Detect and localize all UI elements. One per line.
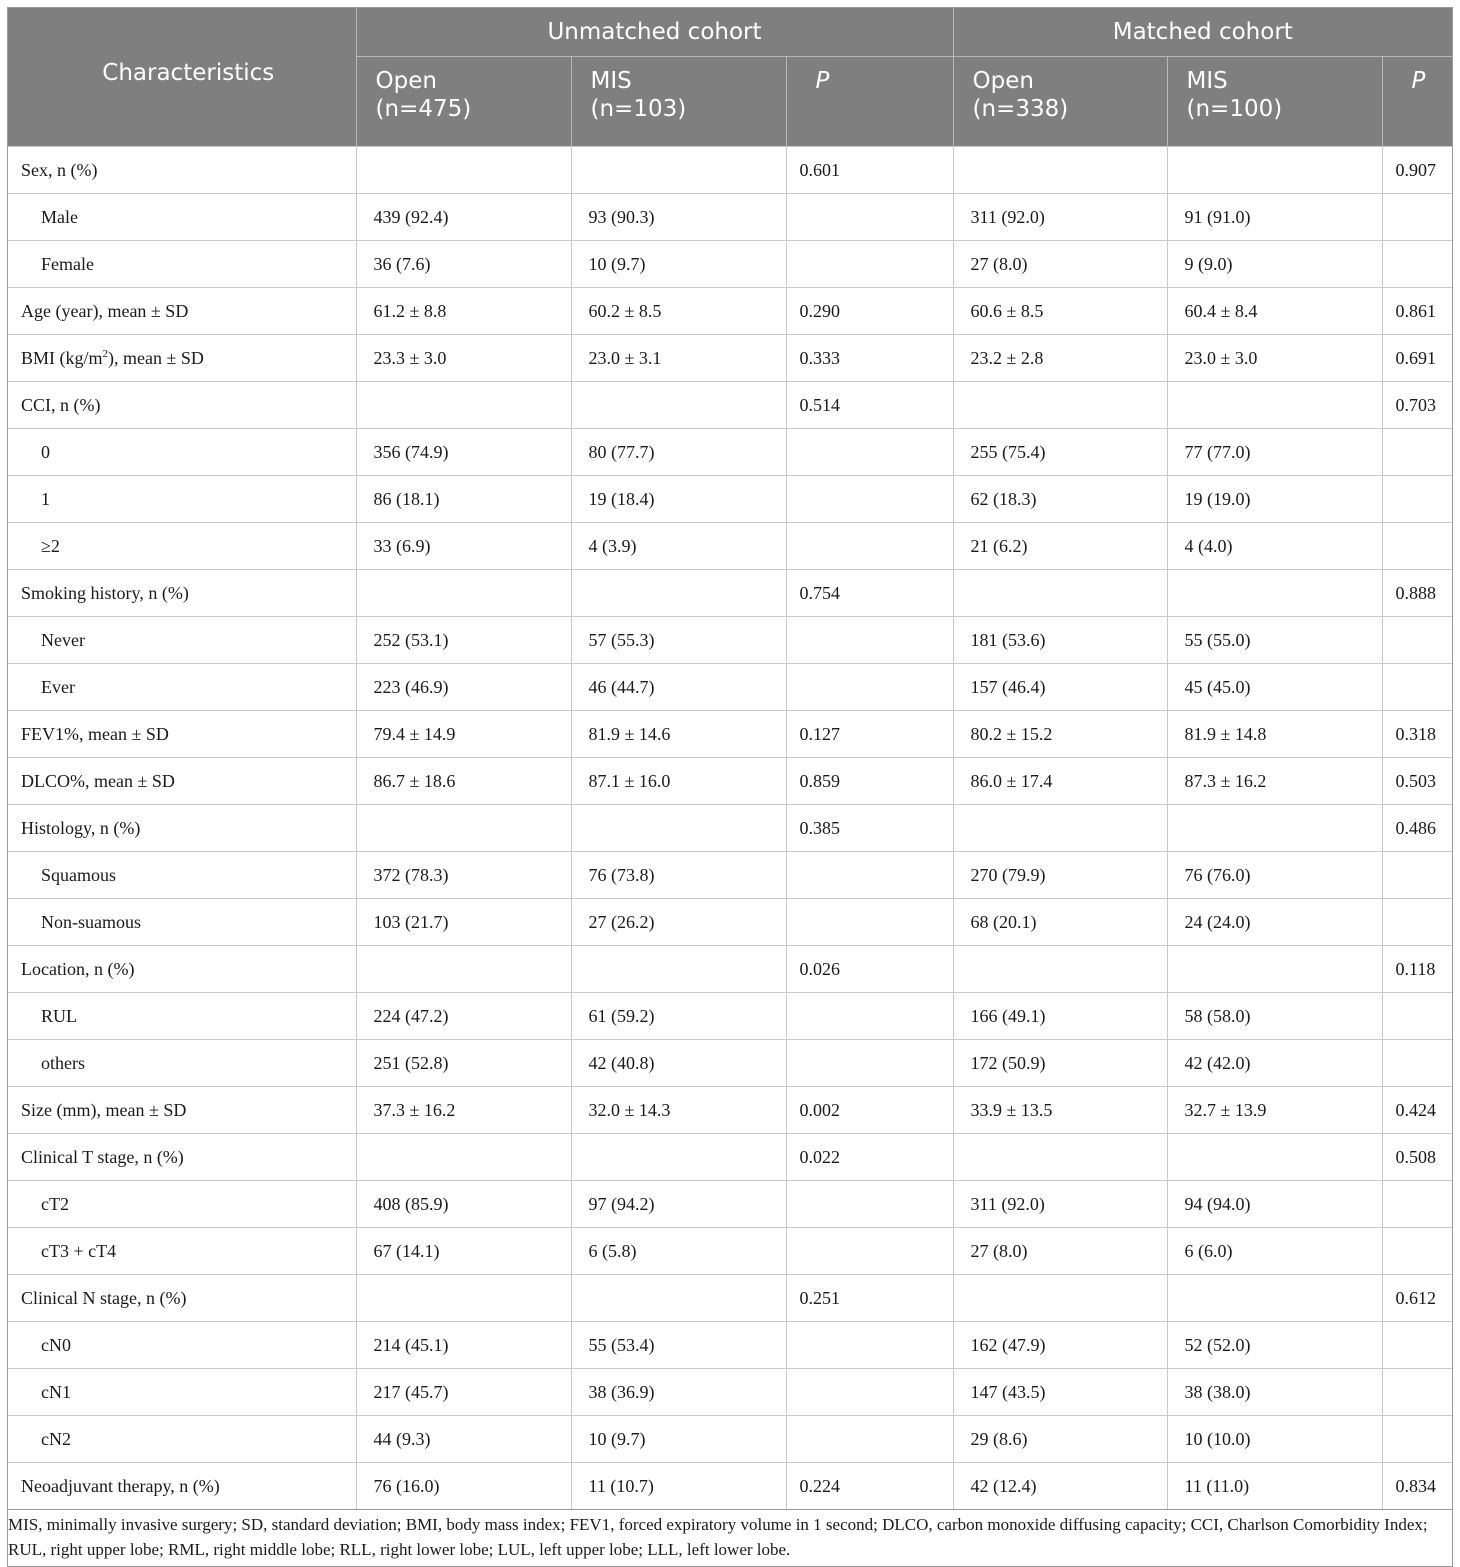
cell-matched-mis: 76 (76.0) [1167, 852, 1382, 899]
characteristics-table [8, 8, 1452, 1509]
cell-unmatched-p: 0.754 [786, 570, 953, 617]
cell-unmatched-mis: 61 (59.2) [571, 993, 786, 1040]
table-row [8, 1275, 1452, 1322]
header-matched-cohort: Matched cohort [953, 8, 1452, 57]
cell-matched-p [1382, 852, 1452, 899]
row-label [8, 1087, 356, 1134]
row-label-text: cT3 + cT4 [41, 1240, 117, 1261]
cell-unmatched-mis [571, 1134, 786, 1181]
cell-unmatched-p: 0.022 [786, 1134, 953, 1181]
table-row [8, 993, 1452, 1040]
cell-matched-open: 33.9 ± 13.5 [953, 1087, 1167, 1134]
cell-unmatched-mis: 10 (9.7) [571, 241, 786, 288]
cell-matched-mis: 11 (11.0) [1167, 1463, 1382, 1510]
row-label-text: Ever [41, 676, 75, 697]
cell-matched-mis: 9 (9.0) [1167, 241, 1382, 288]
cell-unmatched-open: 251 (52.8) [356, 1040, 571, 1087]
cell-matched-p [1382, 241, 1452, 288]
cell-unmatched-open: 86 (18.1) [356, 476, 571, 523]
header-unmatched-mis [571, 57, 786, 147]
cell-unmatched-mis: 55 (53.4) [571, 1322, 786, 1369]
cell-unmatched-p [786, 852, 953, 899]
row-label [8, 476, 356, 523]
row-label [8, 1228, 356, 1275]
table-header [8, 8, 1452, 147]
cell-matched-open: 27 (8.0) [953, 241, 1167, 288]
cell-unmatched-open: 86.7 ± 18.6 [356, 758, 571, 805]
cell-matched-p: 0.486 [1382, 805, 1452, 852]
cell-unmatched-open: 439 (92.4) [356, 194, 571, 241]
row-label-text: Size (mm), mean ± SD [21, 1099, 187, 1120]
cell-matched-open: 60.6 ± 8.5 [953, 288, 1167, 335]
row-label-text: Female [41, 253, 94, 274]
cell-unmatched-open [356, 1134, 571, 1181]
cell-unmatched-mis: 6 (5.8) [571, 1228, 786, 1275]
cell-matched-p: 0.703 [1382, 382, 1452, 429]
cell-matched-mis: 23.0 ± 3.0 [1167, 335, 1382, 382]
cell-matched-mis: 58 (58.0) [1167, 993, 1382, 1040]
cell-matched-p [1382, 664, 1452, 711]
cell-unmatched-open: 36 (7.6) [356, 241, 571, 288]
cell-unmatched-p: 0.290 [786, 288, 953, 335]
cell-unmatched-p: 0.385 [786, 805, 953, 852]
row-label [8, 1463, 356, 1510]
cell-matched-p [1382, 1416, 1452, 1463]
row-label-text: CCI, n (%) [21, 394, 101, 415]
row-label-text: cT2 [41, 1193, 69, 1214]
row-label [8, 523, 356, 570]
header-unmatched-cohort: Unmatched cohort [356, 8, 953, 57]
cell-unmatched-mis: 57 (55.3) [571, 617, 786, 664]
row-label-text: RUL [41, 1005, 77, 1026]
cell-matched-mis: 19 (19.0) [1167, 476, 1382, 523]
header-matched-open-n: (n=338) [972, 96, 1069, 122]
table-row [8, 241, 1452, 288]
cell-matched-open: 270 (79.9) [953, 852, 1167, 899]
cell-unmatched-p [786, 1369, 953, 1416]
cell-matched-p [1382, 429, 1452, 476]
cell-matched-open: 62 (18.3) [953, 476, 1167, 523]
cell-matched-mis [1167, 382, 1382, 429]
table-row [8, 1463, 1452, 1510]
cell-unmatched-open: 214 (45.1) [356, 1322, 571, 1369]
cell-unmatched-open: 356 (74.9) [356, 429, 571, 476]
cell-matched-p: 0.907 [1382, 147, 1452, 194]
cell-matched-mis: 52 (52.0) [1167, 1322, 1382, 1369]
cell-matched-mis: 38 (38.0) [1167, 1369, 1382, 1416]
cell-unmatched-open [356, 570, 571, 617]
cell-matched-open: 42 (12.4) [953, 1463, 1167, 1510]
row-label [8, 241, 356, 288]
header-matched-mis-n: (n=100) [1186, 96, 1283, 122]
row-label-text: Non-suamous [41, 911, 141, 932]
cell-unmatched-open: 44 (9.3) [356, 1416, 571, 1463]
table-row [8, 1228, 1452, 1275]
cell-unmatched-open [356, 1275, 571, 1322]
cell-unmatched-p [786, 476, 953, 523]
header-unmatched-open [356, 57, 571, 147]
cell-unmatched-p: 0.026 [786, 946, 953, 993]
cell-matched-p [1382, 1228, 1452, 1275]
table-row [8, 1369, 1452, 1416]
row-label [8, 664, 356, 711]
cell-matched-mis: 81.9 ± 14.8 [1167, 711, 1382, 758]
cell-matched-p [1382, 1322, 1452, 1369]
table-row [8, 852, 1452, 899]
cell-matched-mis [1167, 946, 1382, 993]
cell-unmatched-mis [571, 382, 786, 429]
row-label-text: others [41, 1052, 85, 1073]
table-row [8, 570, 1452, 617]
table-row [8, 476, 1452, 523]
header-matched-p: P [1382, 57, 1452, 147]
cell-unmatched-mis: 19 (18.4) [571, 476, 786, 523]
row-label-text-after: ), mean ± SD [108, 347, 204, 368]
cell-matched-p: 0.508 [1382, 1134, 1452, 1181]
table-row [8, 1040, 1452, 1087]
row-label-text: Sex, n (%) [21, 159, 98, 180]
cell-matched-p [1382, 523, 1452, 570]
row-label [8, 570, 356, 617]
row-label-text: cN1 [41, 1381, 71, 1402]
row-label [8, 429, 356, 476]
cell-matched-open: 21 (6.2) [953, 523, 1167, 570]
row-label [8, 1369, 356, 1416]
table-row [8, 805, 1452, 852]
table-row [8, 664, 1452, 711]
header-unmatched-mis-n: (n=103) [590, 96, 687, 122]
cell-unmatched-open: 103 (21.7) [356, 899, 571, 946]
cell-unmatched-open: 223 (46.9) [356, 664, 571, 711]
row-label-text: Age (year), mean ± SD [21, 300, 189, 321]
cell-unmatched-open: 217 (45.7) [356, 1369, 571, 1416]
cell-matched-open [953, 946, 1167, 993]
cell-unmatched-p [786, 1416, 953, 1463]
header-matched-mis-label: MIS [1186, 68, 1228, 94]
row-label [8, 993, 356, 1040]
row-label [8, 1322, 356, 1369]
cell-unmatched-mis [571, 946, 786, 993]
cell-unmatched-mis: 46 (44.7) [571, 664, 786, 711]
cell-unmatched-p: 0.601 [786, 147, 953, 194]
cell-unmatched-open: 33 (6.9) [356, 523, 571, 570]
cell-matched-open [953, 382, 1167, 429]
cell-matched-open: 147 (43.5) [953, 1369, 1167, 1416]
cell-matched-mis: 4 (4.0) [1167, 523, 1382, 570]
header-unmatched-open-n: (n=475) [375, 96, 472, 122]
cell-unmatched-p [786, 1040, 953, 1087]
cell-unmatched-mis: 27 (26.2) [571, 899, 786, 946]
row-label-text: DLCO%, mean ± SD [21, 770, 175, 791]
cell-matched-open: 27 (8.0) [953, 1228, 1167, 1275]
cell-unmatched-open: 252 (53.1) [356, 617, 571, 664]
cell-matched-p: 0.118 [1382, 946, 1452, 993]
cell-matched-p: 0.888 [1382, 570, 1452, 617]
cell-matched-p [1382, 899, 1452, 946]
row-label [8, 946, 356, 993]
cell-matched-mis: 94 (94.0) [1167, 1181, 1382, 1228]
row-label-text: 0 [41, 441, 50, 462]
table-row [8, 335, 1452, 382]
cell-matched-open: 311 (92.0) [953, 194, 1167, 241]
table-row [8, 1322, 1452, 1369]
row-label [8, 1416, 356, 1463]
cell-matched-open: 166 (49.1) [953, 993, 1167, 1040]
cell-matched-mis [1167, 805, 1382, 852]
row-label-text: FEV1%, mean ± SD [21, 723, 169, 744]
cell-matched-mis [1167, 1275, 1382, 1322]
table-row [8, 617, 1452, 664]
cell-matched-p: 0.691 [1382, 335, 1452, 382]
row-label-text: cN0 [41, 1334, 71, 1355]
cell-unmatched-mis: 80 (77.7) [571, 429, 786, 476]
table-row [8, 1087, 1452, 1134]
row-label [8, 288, 356, 335]
table-row [8, 382, 1452, 429]
cell-unmatched-p [786, 617, 953, 664]
cell-unmatched-mis: 81.9 ± 14.6 [571, 711, 786, 758]
cell-matched-mis [1167, 1134, 1382, 1181]
table-row [8, 758, 1452, 805]
cell-unmatched-p: 0.224 [786, 1463, 953, 1510]
cell-unmatched-p [786, 194, 953, 241]
cell-matched-open [953, 1134, 1167, 1181]
row-label [8, 899, 356, 946]
header-characteristics: Characteristics [8, 8, 356, 147]
cell-unmatched-p [786, 1181, 953, 1228]
row-label-text: Location, n (%) [21, 958, 135, 979]
cell-matched-mis: 87.3 ± 16.2 [1167, 758, 1382, 805]
cell-matched-mis: 60.4 ± 8.4 [1167, 288, 1382, 335]
cell-unmatched-p: 0.333 [786, 335, 953, 382]
cell-matched-mis [1167, 570, 1382, 617]
row-label-text: Never [41, 629, 85, 650]
cell-matched-open: 86.0 ± 17.4 [953, 758, 1167, 805]
header-matched-mis [1167, 57, 1382, 147]
cell-unmatched-mis: 87.1 ± 16.0 [571, 758, 786, 805]
cell-matched-open: 255 (75.4) [953, 429, 1167, 476]
row-label-text: Smoking history, n (%) [21, 582, 189, 603]
cell-matched-open [953, 147, 1167, 194]
cell-matched-open [953, 805, 1167, 852]
cell-unmatched-mis: 11 (10.7) [571, 1463, 786, 1510]
cell-matched-open: 157 (46.4) [953, 664, 1167, 711]
cell-unmatched-open: 408 (85.9) [356, 1181, 571, 1228]
cell-unmatched-mis: 32.0 ± 14.3 [571, 1087, 786, 1134]
cell-matched-p: 0.861 [1382, 288, 1452, 335]
cell-unmatched-open [356, 147, 571, 194]
cell-unmatched-mis: 23.0 ± 3.1 [571, 335, 786, 382]
cell-matched-p [1382, 476, 1452, 523]
cell-unmatched-mis [571, 147, 786, 194]
cell-matched-p [1382, 617, 1452, 664]
cell-unmatched-p [786, 241, 953, 288]
cell-unmatched-mis [571, 805, 786, 852]
cell-unmatched-p: 0.002 [786, 1087, 953, 1134]
row-label-text: Clinical T stage, n (%) [21, 1146, 184, 1167]
cell-matched-mis: 32.7 ± 13.9 [1167, 1087, 1382, 1134]
cell-matched-mis: 55 (55.0) [1167, 617, 1382, 664]
row-label [8, 1134, 356, 1181]
table-row [8, 1181, 1452, 1228]
table-row [8, 194, 1452, 241]
cell-matched-open: 29 (8.6) [953, 1416, 1167, 1463]
table-row [8, 147, 1452, 194]
cell-matched-mis: 10 (10.0) [1167, 1416, 1382, 1463]
table-footnote: MIS, minimally invasive surgery; SD, standard deviation; BMI, body mass index; FEV1, forced expiratory volume in 1 second; DLCO, carbon monoxide diffusing capacity; CCI, Charlson Comorbidity Index; RUL, right upper lobe; RML, right middle lobe; RLL, right lower lobe; LUL, left upper lobe; LLL, left lower lobe. [8, 1509, 1452, 1566]
cell-matched-p [1382, 1369, 1452, 1416]
cell-unmatched-open: 37.3 ± 16.2 [356, 1087, 571, 1134]
table-row [8, 523, 1452, 570]
cell-matched-open [953, 570, 1167, 617]
cell-unmatched-open: 23.3 ± 3.0 [356, 335, 571, 382]
cell-unmatched-p [786, 1322, 953, 1369]
row-label [8, 758, 356, 805]
cell-unmatched-open: 372 (78.3) [356, 852, 571, 899]
row-label-text: 1 [41, 488, 50, 509]
row-label-text: Male [41, 206, 78, 227]
cell-unmatched-mis [571, 1275, 786, 1322]
cell-matched-open: 311 (92.0) [953, 1181, 1167, 1228]
cell-unmatched-mis: 42 (40.8) [571, 1040, 786, 1087]
cell-matched-open: 80.2 ± 15.2 [953, 711, 1167, 758]
cell-matched-mis: 45 (45.0) [1167, 664, 1382, 711]
row-label [8, 617, 356, 664]
cell-unmatched-p [786, 993, 953, 1040]
cell-matched-mis: 91 (91.0) [1167, 194, 1382, 241]
cell-unmatched-open: 224 (47.2) [356, 993, 571, 1040]
cell-unmatched-mis: 10 (9.7) [571, 1416, 786, 1463]
header-matched-open [953, 57, 1167, 147]
header-matched-open-label: Open [972, 68, 1034, 94]
cell-unmatched-mis [571, 570, 786, 617]
cell-unmatched-open: 76 (16.0) [356, 1463, 571, 1510]
cell-unmatched-mis: 97 (94.2) [571, 1181, 786, 1228]
cell-unmatched-open [356, 946, 571, 993]
cell-matched-open: 172 (50.9) [953, 1040, 1167, 1087]
header-unmatched-p: P [786, 57, 953, 147]
table-row [8, 899, 1452, 946]
table-row [8, 1134, 1452, 1181]
cell-matched-p [1382, 1181, 1452, 1228]
cell-unmatched-p [786, 664, 953, 711]
cell-unmatched-mis: 76 (73.8) [571, 852, 786, 899]
row-label [8, 711, 356, 758]
cell-unmatched-p: 0.127 [786, 711, 953, 758]
cell-matched-p [1382, 194, 1452, 241]
cell-unmatched-open: 61.2 ± 8.8 [356, 288, 571, 335]
row-label [8, 1181, 356, 1228]
cell-matched-mis: 6 (6.0) [1167, 1228, 1382, 1275]
cell-matched-p: 0.612 [1382, 1275, 1452, 1322]
table-row [8, 946, 1452, 993]
cell-matched-mis: 42 (42.0) [1167, 1040, 1382, 1087]
cell-unmatched-mis: 60.2 ± 8.5 [571, 288, 786, 335]
row-label-text: Clinical N stage, n (%) [21, 1287, 187, 1308]
row-label [8, 147, 356, 194]
row-label [8, 852, 356, 899]
table-row [8, 1416, 1452, 1463]
cell-unmatched-p [786, 1228, 953, 1275]
cell-matched-mis [1167, 147, 1382, 194]
cell-matched-mis: 24 (24.0) [1167, 899, 1382, 946]
cell-matched-mis: 77 (77.0) [1167, 429, 1382, 476]
cell-matched-open [953, 1275, 1167, 1322]
cell-matched-open: 181 (53.6) [953, 617, 1167, 664]
cell-unmatched-mis: 38 (36.9) [571, 1369, 786, 1416]
cell-matched-p [1382, 1040, 1452, 1087]
cell-unmatched-p [786, 899, 953, 946]
row-label [8, 1040, 356, 1087]
cell-matched-p: 0.503 [1382, 758, 1452, 805]
table-row [8, 288, 1452, 335]
row-label [8, 382, 356, 429]
header-unmatched-open-label: Open [375, 68, 437, 94]
cell-matched-p [1382, 993, 1452, 1040]
cell-matched-open: 68 (20.1) [953, 899, 1167, 946]
row-label-text: ≥2 [41, 535, 60, 556]
row-label [8, 805, 356, 852]
cell-matched-open: 23.2 ± 2.8 [953, 335, 1167, 382]
cell-unmatched-open: 79.4 ± 14.9 [356, 711, 571, 758]
cell-matched-p: 0.834 [1382, 1463, 1452, 1510]
row-label-text: Squamous [41, 864, 117, 885]
cell-unmatched-open [356, 805, 571, 852]
row-label-text: BMI (kg/m [21, 347, 103, 368]
cell-unmatched-mis: 93 (90.3) [571, 194, 786, 241]
cell-matched-open: 162 (47.9) [953, 1322, 1167, 1369]
row-label [8, 335, 356, 382]
cell-unmatched-p: 0.514 [786, 382, 953, 429]
row-label-text: Neoadjuvant therapy, n (%) [21, 1475, 220, 1496]
header-unmatched-mis-label: MIS [590, 68, 632, 94]
row-label-text: cN2 [41, 1428, 71, 1449]
row-label-superscript: 2 [102, 347, 109, 360]
cell-matched-p: 0.318 [1382, 711, 1452, 758]
table-body [8, 147, 1452, 1510]
cell-unmatched-open [356, 382, 571, 429]
cell-unmatched-p [786, 523, 953, 570]
table-row [8, 429, 1452, 476]
cell-matched-p: 0.424 [1382, 1087, 1452, 1134]
cell-unmatched-mis: 4 (3.9) [571, 523, 786, 570]
row-label-text: Histology, n (%) [21, 817, 141, 838]
row-label [8, 1275, 356, 1322]
cell-unmatched-p [786, 429, 953, 476]
cell-unmatched-p: 0.251 [786, 1275, 953, 1322]
row-label [8, 194, 356, 241]
table-row [8, 711, 1452, 758]
table-frame [7, 7, 1453, 1567]
cell-unmatched-open: 67 (14.1) [356, 1228, 571, 1275]
cell-unmatched-p: 0.859 [786, 758, 953, 805]
